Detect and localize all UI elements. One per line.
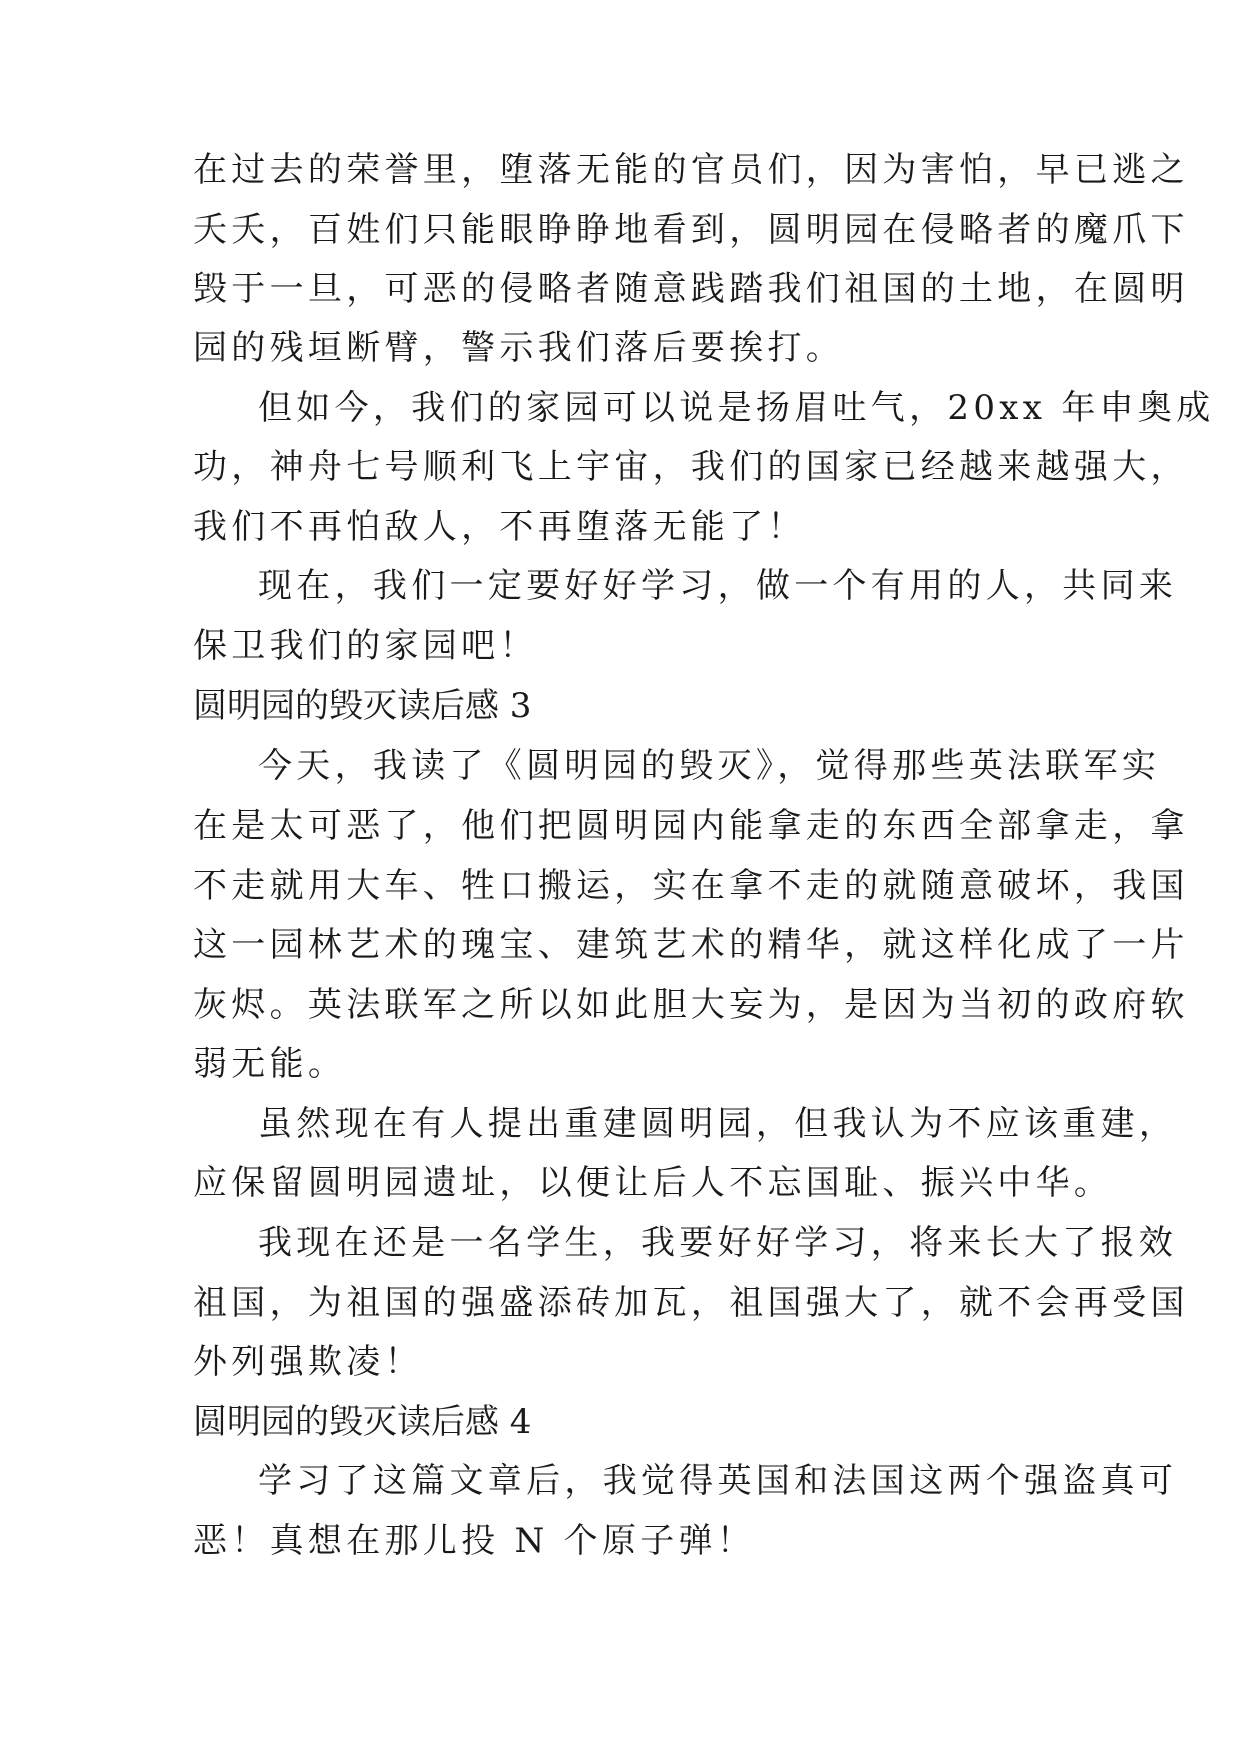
paragraph-2-line-2: 功，神舟七号顺利飞上宇宙，我们的国家已经越来越强大， [193,447,1189,487]
paragraph-4-line-4: 这一园林艺术的瑰宝、建筑艺术的精华，就这样化成了一片 [193,925,1189,965]
paragraph-4-line-3: 不走就用大车、牲口搬运，实在拿不走的就随意破坏，我国 [193,866,1189,906]
paragraph-1-line-2: 夭夭，百姓们只能眼睁睁地看到，圆明园在侵略者的魔爪下 [193,210,1189,250]
paragraph-7-line-2: 恶！真想在那儿投 N 个原子弹！ [193,1521,756,1561]
paragraph-4-line-2: 在是太可恶了，他们把圆明园内能拿走的东西全部拿走，拿 [193,806,1189,846]
paragraph-2-line-3: 我们不再怕敌人，不再堕落无能了！ [193,507,806,547]
paragraph-1-line-1: 在过去的荣誉里，堕落无能的官员们，因为害怕，早已逃之 [193,150,1189,190]
paragraph-3-line-2: 保卫我们的家园吧！ [193,626,538,666]
paragraph-4-line-5: 灰烬。英法联军之所以如此胆大妄为，是因为当初的政府软 [193,985,1189,1025]
paragraph-4-line-6: 弱无能。 [193,1044,347,1084]
paragraph-6-line-3: 外列强欺凌！ [193,1342,423,1382]
paragraph-1-line-3: 毁于一旦，可恶的侵略者随意践踏我们祖国的土地，在圆明 [193,269,1189,309]
section-heading-3: 圆明园的毁灭读后感 3 [193,686,532,726]
section-heading-4: 圆明园的毁灭读后感 4 [193,1402,532,1442]
paragraph-5-line-2: 应保留圆明园遗址，以便让后人不忘国耻、振兴中华。 [193,1163,1113,1203]
paragraph-1-line-4: 园的残垣断臂，警示我们落后要挨打。 [193,328,845,368]
paragraph-6-line-2: 祖国，为祖国的强盛添砖加瓦，祖国强大了，就不会再受国 [193,1283,1189,1323]
paragraph-2-line-1: 但如今，我们的家园可以说是扬眉吐气，20xx 年申奥成 [258,388,1215,428]
paragraph-5-line-1: 虽然现在有人提出重建圆明园，但我认为不应该重建， [258,1104,1178,1144]
paragraph-6-line-1: 我现在还是一名学生，我要好好学习，将来长大了报效 [258,1223,1178,1263]
paragraph-4-line-1: 今天，我读了《圆明园的毁灭》，觉得那些英法联军实 [258,746,1161,786]
paragraph-7-line-1: 学习了这篇文章后，我觉得英国和法国这两个强盗真可 [258,1461,1178,1501]
paragraph-3-line-1: 现在，我们一定要好好学习，做一个有用的人，共同来 [258,566,1178,606]
